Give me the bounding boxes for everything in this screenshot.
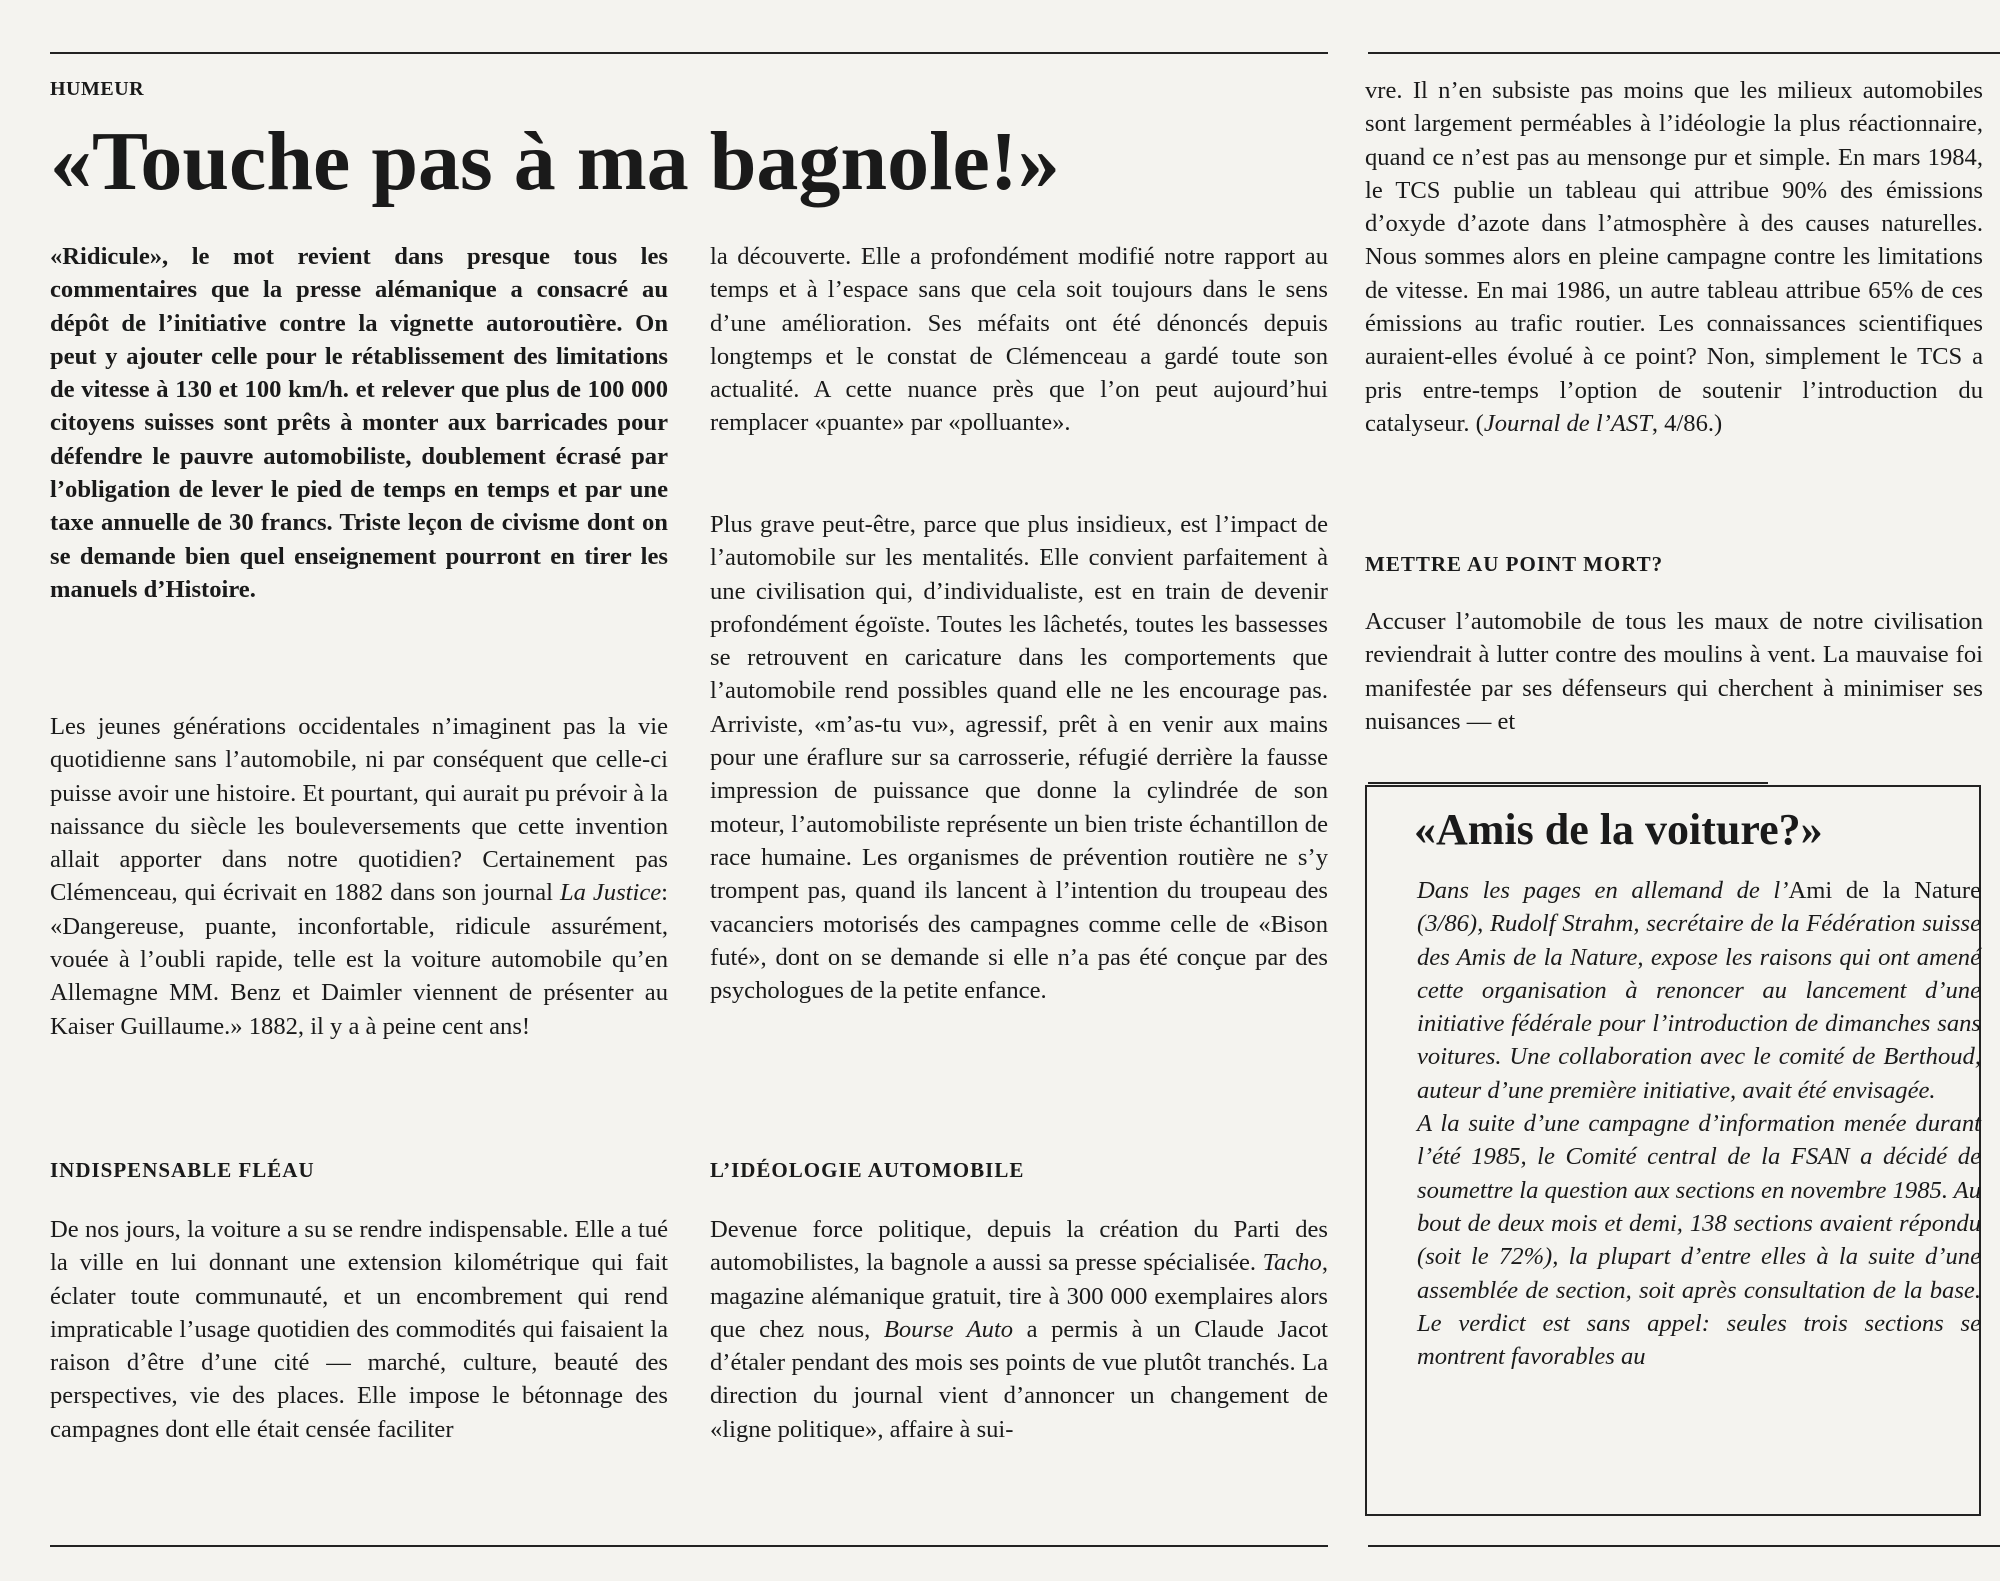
col3-p1-text-b: , 4/86.) (1651, 409, 1723, 437)
col3-paragraph-1 (1365, 74, 1983, 440)
col1-journal-title: La Justice (559, 879, 662, 907)
col2-p3-text-c: a permis à un Claude Jacot d’étaler pendant des mois ses points de vue plutôt tranchés. La direction du journal vient d’annoncer un changement de «ligne politique», affaire à sui- (710, 1315, 1328, 1443)
col1-heading: INDISPENSABLE FLÉAU (50, 1158, 315, 1182)
col2-paragraph-3 (710, 1213, 1328, 1446)
box-nature-word: Nature (1914, 877, 1981, 904)
col3-heading: METTRE AU POINT MORT? (1365, 552, 1664, 576)
col3-p1-text-a: vre. Il n’en subsiste pas moins que les milieux automobiles sont largement perméables à l’idéologie la plus réactionnaire, quand ce n’est pas au mensonge pur et simple. En mars 1984, le TCS publie un tableau qui attribue 90% des émissions d’oxyde d’azote dans l’atmosphère à des causes naturelles. Nous sommes alors en pleine campagne contre les limitations de vitesse. En mai 1986, un autre tableau attribue 65% de ces émissions au trafic routier. Les connaissances scientifiques auraient-elles évolué à ce point? Non, simplement le TCS a pris entre-temps l’option de soutenir l’introduction du catalyseur. ( (1365, 77, 1983, 437)
col3-p2-text: Accuser l’automobile de tous les maux de notre civilisation reviendrait à lutter contre des moulins à vent. La mauvaise foi manifestée par ses défenseurs qui cherchent à minimiser ses nuisances — et (1365, 608, 1983, 735)
col2-paragraph-2 (710, 508, 1328, 1007)
sidebar-title: «Amis de la voiture?» (1414, 805, 1823, 854)
col1-paragraph-2 (50, 1213, 668, 1446)
col1-paragraph-1 (50, 710, 668, 1043)
bottom-rule-right (1368, 1545, 2000, 1547)
box-p1-text-b: de la (1832, 877, 1915, 904)
col2-p3-text-b: , magazine alémanique gratuit, tire à 300 000 exemplaires alors que chez nous, (710, 1249, 1328, 1343)
col2-p1-text: la découverte. Elle a profondément modifié notre rapport au temps et à l’espace sans que cela soit toujours dans le sens d’une amélioration. Ses méfaits ont été dénoncés depuis longtemps et le constat de Clémenceau a gardé toute son actualité. A cette nuance près que l’on peut aujourd’hui remplacer «puante» par «polluante». (710, 243, 1328, 437)
col2-paragraph-1 (710, 240, 1328, 440)
lead-text: «Ridicule», le mot revient dans presque tous les commentaires que la presse alémanique a consacré au dépôt de l’initiative contre la vignette autoroutière. On peut y ajouter celle pour le rétablissement des limitations de vitesse à 130 et 100 km/h. et relever que plus de 100 000 citoyens suisses sont prêts à monter aux barricades pour défendre le pauvre automobiliste, doublement écrasé par l’obligation de lever le pied de temps en temps et par une taxe annuelle de 30 francs. Triste leçon de civisme dont on se demande bien quel enseignement pourront en tirer les manuels d’Histoire. (50, 243, 668, 603)
top-rule-left (50, 52, 1328, 54)
box-p1-text-c: (3/86), Rudolf Strahm, secrétaire de la Fédération suisse des Amis de la Nature, expose les raisons qui ont amené cette organisation à renoncer au lancement d’une initiative fédérale pour l’introduction de dimanches sans voitures. Une collaboration avec le comité de Berthoud, auteur d’une première initiative, avait été envisagée. (1417, 910, 1981, 1104)
tacho-title: Tacho (1262, 1249, 1322, 1277)
box-p2-text: A la suite d’une campagne d’information menée durant l’été 1985, le Comité central de la FSAN a décidé de soumettre la question aux sections en novembre 1985. Au bout de deux mois et demi, 138 sections avaient répondu (soit le 72%), la plupart d’entre elles à la suite d’une assemblée de section, soit après consultation de la base. Le verdict est sans appel: seules trois sections se montrent favorables au (1417, 1110, 1981, 1371)
top-rule-right (1368, 52, 2000, 54)
col1-p1-text-b: : «Dangereuse, puante, inconfortable, ridicule assurément, vouée à l’oubli rapide, telle est la voiture automobile qu’en Allemagne MM. Benz et Daimler viennent de présenter au Kaiser Guillaume.» 1882, il y a à peine cent ans! (50, 879, 669, 1040)
col2-heading: L’IDÉOLOGIE AUTOMOBILE (710, 1158, 1025, 1182)
box-p1-text-a: Dans les pages en allemand de l’ (1417, 877, 1789, 904)
col3-paragraph-2 (1365, 605, 1983, 738)
section-kicker: HUMEUR (50, 78, 145, 100)
sidebar-body (1417, 874, 1981, 1373)
col2-p2-text: Plus grave peut-être, parce que plus insidieux, est l’impact de l’automobile sur les mentalités. Elle convient parfaitement à une civilisation qui, d’individualiste, est en train de devenir profondément égoïste. Toutes les lâchetés, toutes les bassesses se retrouvent en caricature dans les comportements que l’automobile rend possibles quand elle ne les encourage pas. Arriviste, «m’as-tu vu», agressif, prêt à en venir aux mains pour une éraflure sur sa carrosserie, réfugié derrière la fausse impression de puissance que donne la cylindrée de son moteur, l’automobiliste représente un bien triste échantillon de race humaine. Les organismes de prévention routière ne s’y trompent pas, quand ils lancent à l’intention du troupeau des vacanciers motorisés des campagnes comme celle de «Bison futé», dont on se demande si elle n’a pas été conçue par des psychologues de la petite enfance. (710, 511, 1328, 1005)
box-ami-word: Ami (1788, 877, 1833, 904)
col1-p2-text: De nos jours, la voiture a su se rendre indispensable. Elle a tué la ville en lui donnant une extension kilométrique qui fait éclater toute communauté, et un encombrement qui rend impraticable l’usage quotidien des commodités qui faisaient la raison d’être d’une cité — marché, culture, beauté des perspectives, vie des places. Elle impose le bétonnage des campagnes dont elle était censée faciliter (50, 1216, 668, 1443)
bottom-rule-left (50, 1545, 1328, 1547)
col1-p1-text-a: Les jeunes générations occidentales n’imaginent pas la vie quotidienne sans l’automobile, ni par conséquent que celle-ci puisse avoir une histoire. Et pourtant, qui aurait pu prévoir à la naissance du siècle les bouleversements que cette invention allait apporter dans notre quotidien? Certainement pas Clémenceau, qui écrivait en 1882 dans son journal (50, 713, 668, 907)
box-top-rule (1368, 782, 1768, 784)
bourse-auto-title: Bourse Auto (883, 1315, 1014, 1343)
col3-journal-title: Journal de l’AST (1483, 409, 1652, 437)
lead-paragraph (50, 240, 668, 606)
article-title: «Touche pas à ma bagnole!» (50, 115, 1060, 208)
col2-p3-text-a: Devenue force politique, depuis la création du Parti des automobilistes, la bagnole a aussi sa presse spécialisée. (710, 1216, 1328, 1277)
